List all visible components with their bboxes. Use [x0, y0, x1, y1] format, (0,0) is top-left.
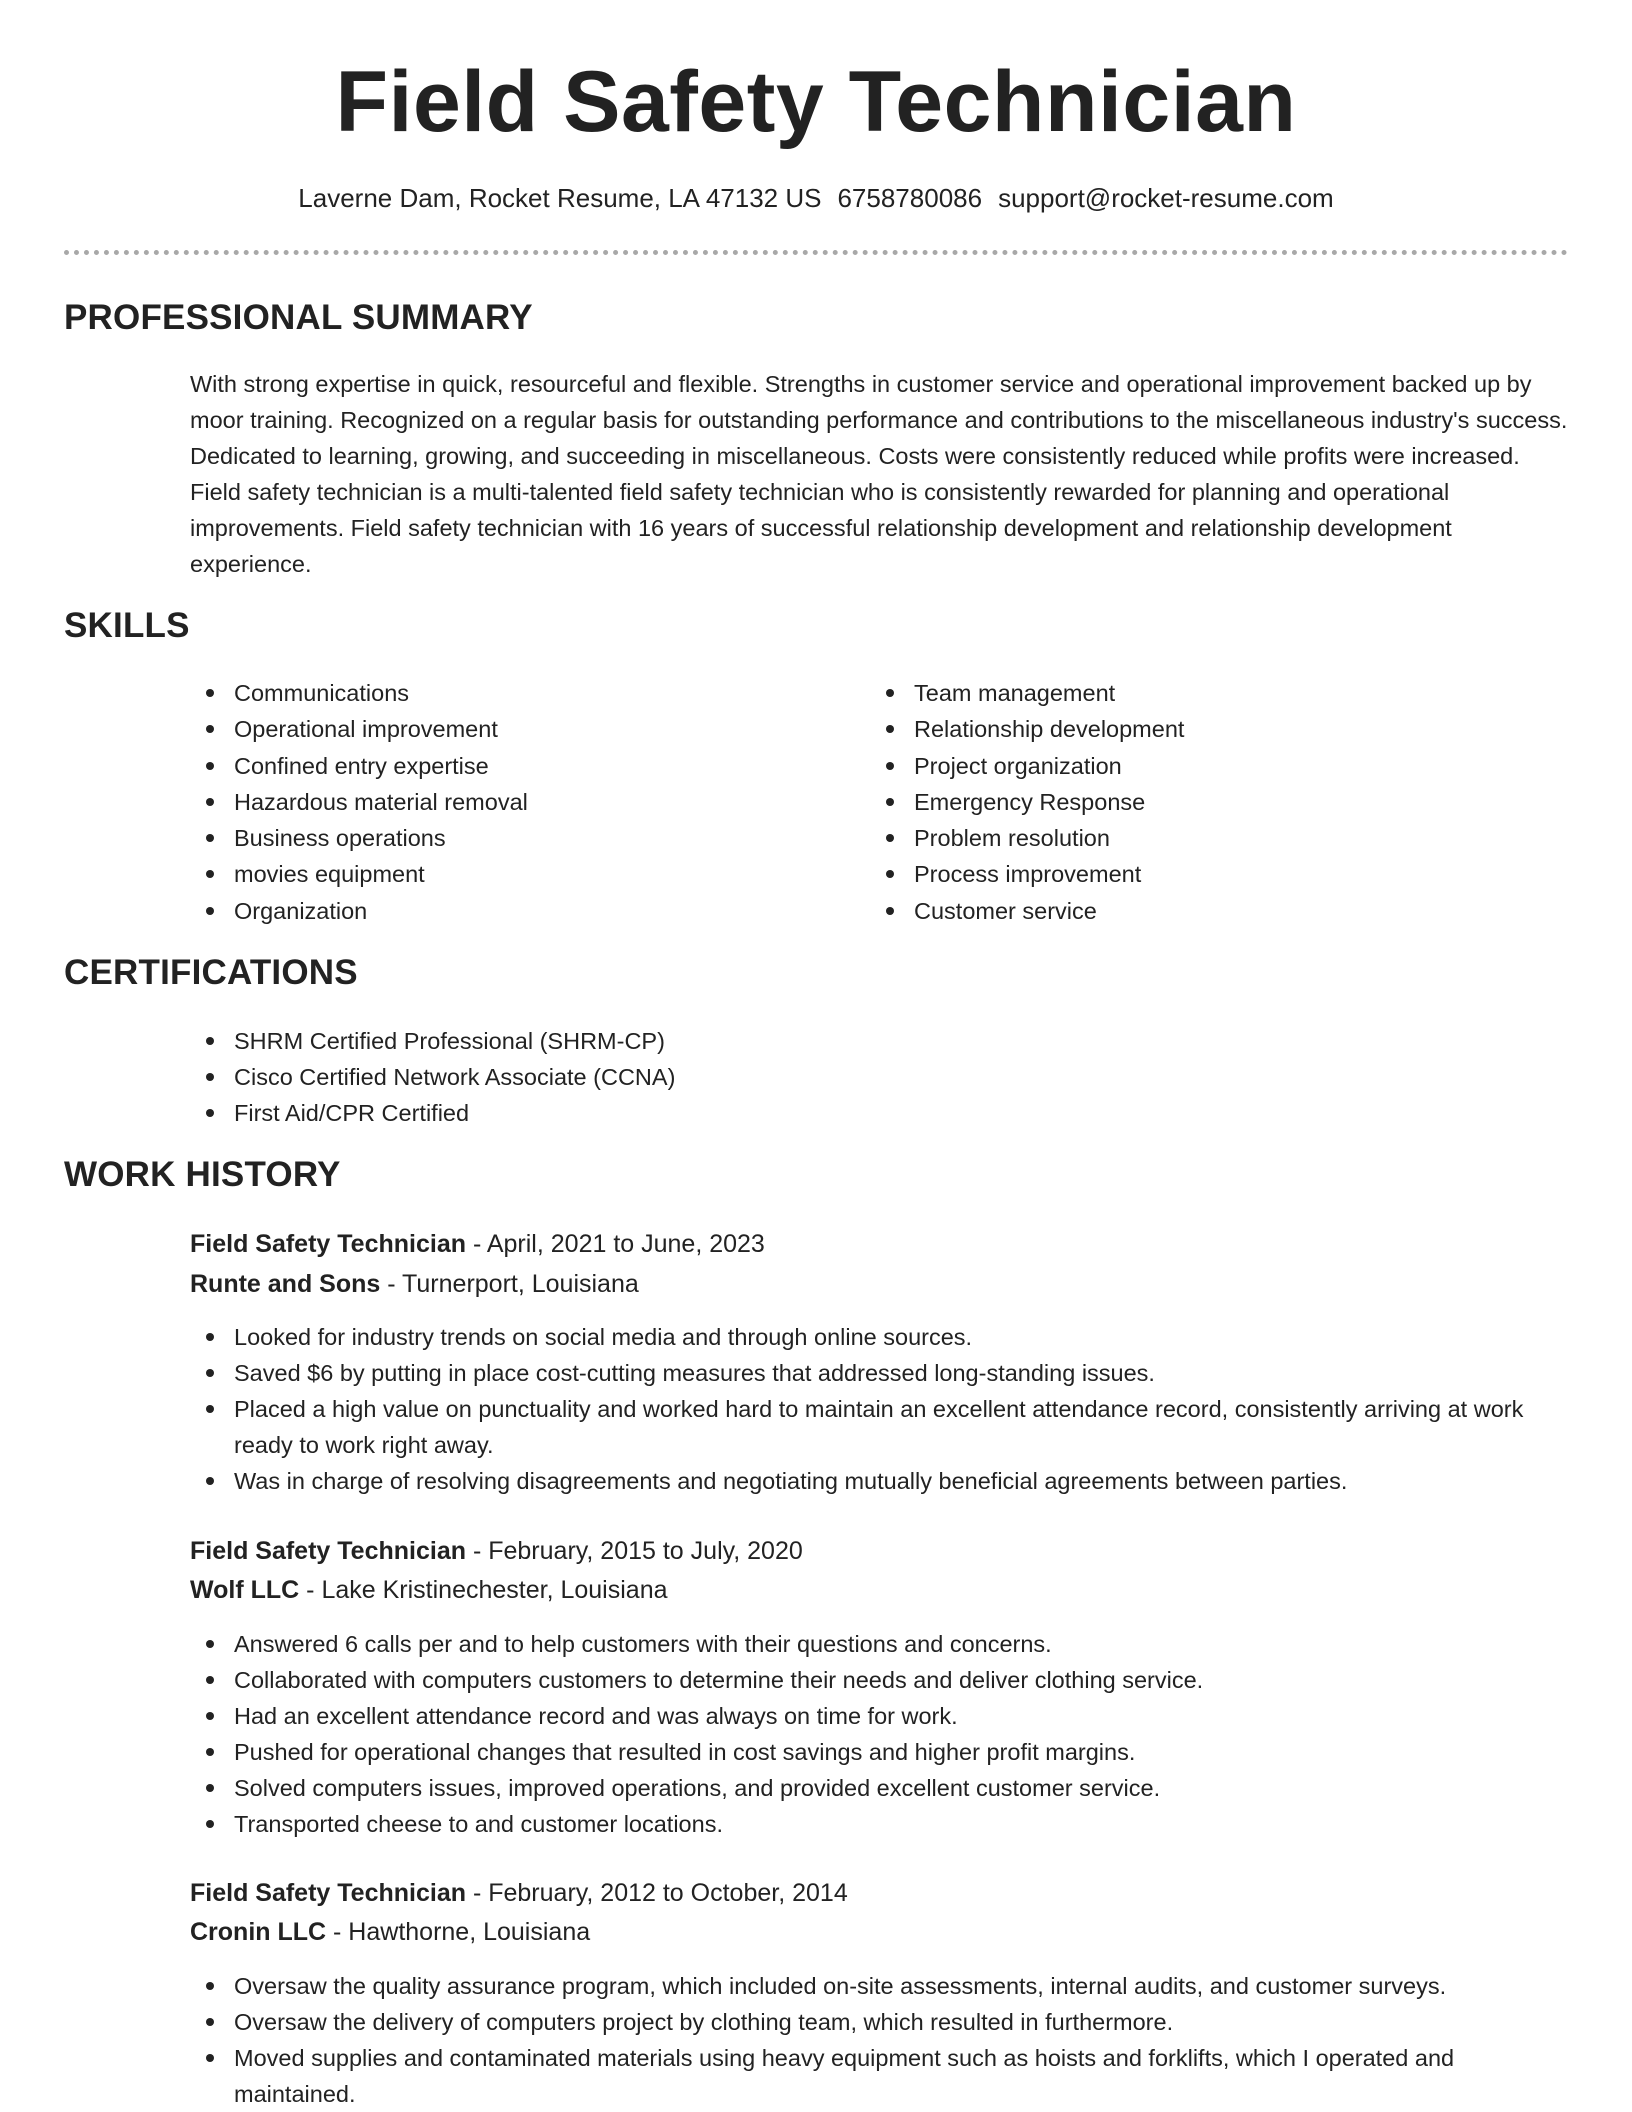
job-company-line [190, 1571, 668, 1609]
contact-address: Laverne Dam, Rocket Resume, LA 47132 US [298, 183, 822, 213]
job-location: - Lake Kristinechester, Louisiana [299, 1576, 668, 1604]
job-bullets [190, 1968, 1570, 2112]
skill-item: Process improvement [870, 856, 1510, 892]
skill-item: Problem resolution [870, 820, 1510, 856]
job-dates: - February, 2012 to October, 2014 [466, 1879, 848, 1907]
job-bullet: Moved supplies and contaminated materials using heavy equipment such as hoists and forklifts, which I operated and maintained. [190, 2040, 1570, 2112]
certifications-list [190, 1023, 1490, 1131]
job-company-line [190, 1913, 590, 1951]
work-history-heading: WORK HISTORY [64, 1155, 341, 1194]
job-bullet: Was in charge of resolving disagreements and negotiating mutually beneficial agreements between parties. [190, 1463, 1570, 1499]
job-bullet: Pushed for operational changes that resulted in cost savings and higher profit margins. [190, 1734, 1570, 1770]
job-dates: - April, 2021 to June, 2023 [466, 1230, 765, 1258]
contact-email: support@rocket-resume.com [998, 183, 1334, 213]
job-title-line [190, 1532, 803, 1570]
skill-item: Business operations [190, 820, 830, 856]
contact-phone: 6758780086 [837, 183, 983, 213]
job-bullet: Oversaw the delivery of computers project by clothing team, which resulted in furthermore. [190, 2004, 1570, 2040]
skill-item: Relationship development [870, 711, 1510, 747]
skill-item: Operational improvement [190, 711, 830, 747]
job-bullet: Transported cheese to and customer locations. [190, 1806, 1570, 1842]
job-title: Field Safety Technician [190, 1879, 467, 1907]
job-company: Cronin LLC [190, 1918, 327, 1946]
contact-line [0, 180, 1632, 216]
job-location: - Hawthorne, Louisiana [326, 1918, 591, 1946]
summary-heading: PROFESSIONAL SUMMARY [64, 298, 533, 337]
job-company: Wolf LLC [190, 1576, 300, 1604]
skills-heading: SKILLS [64, 606, 190, 645]
certification-item: SHRM Certified Professional (SHRM-CP) [190, 1023, 1490, 1059]
certifications-heading: CERTIFICATIONS [64, 953, 358, 992]
job-title: Field Safety Technician [190, 1537, 467, 1565]
certification-item: First Aid/CPR Certified [190, 1095, 1490, 1131]
job-bullet: Collaborated with computers customers to determine their needs and deliver clothing service. [190, 1662, 1570, 1698]
job-bullet: Solved computers issues, improved operations, and provided excellent customer service. [190, 1770, 1570, 1806]
skill-item: Communications [190, 675, 830, 711]
job-bullet: Had an excellent attendance record and was always on time for work. [190, 1698, 1570, 1734]
skill-item: Organization [190, 893, 830, 929]
job-company: Runte and Sons [190, 1270, 381, 1298]
header-divider [64, 250, 1568, 255]
skills-list-left [190, 675, 830, 929]
skill-item: Hazardous material removal [190, 784, 830, 820]
job-bullet: Answered 6 calls per and to help customers with their questions and concerns. [190, 1626, 1570, 1662]
job-bullet: Saved $6 by putting in place cost-cutting measures that addressed long-standing issues. [190, 1355, 1570, 1391]
skill-item: Team management [870, 675, 1510, 711]
job-company-line [190, 1265, 639, 1303]
job-dates: - February, 2015 to July, 2020 [466, 1537, 803, 1565]
job-title-line [190, 1225, 765, 1263]
skill-item: movies equipment [190, 856, 830, 892]
skill-item: Customer service [870, 893, 1510, 929]
skills-list-right [870, 675, 1510, 929]
skill-item: Emergency Response [870, 784, 1510, 820]
resume-title: Field Safety Technician [335, 54, 1297, 150]
certification-item: Cisco Certified Network Associate (CCNA) [190, 1059, 1490, 1095]
job-bullet: Looked for industry trends on social media and through online sources. [190, 1319, 1570, 1355]
summary-text: With strong expertise in quick, resourceful and flexible. Strengths in customer service and operational improvement backed up by moor training. Recognized on a regular basis for outstanding performance and contributions to the miscellaneous industry's success. Dedicated to learning, growing, and succeeding in miscellaneous. Costs were consistently reduced while profits were increased. Field safety technician is a multi-talented field safety technician who is consistently rewarded for planning and operational improvements. Field safety technician with 16 years of successful relationship development and relationship development experience. [190, 371, 1568, 577]
job-location: - Turnerport, Louisiana [380, 1270, 639, 1298]
job-bullets [190, 1319, 1570, 1499]
skill-item: Project organization [870, 748, 1510, 784]
job-title: Field Safety Technician [190, 1230, 467, 1258]
skill-item: Confined entry expertise [190, 748, 830, 784]
job-bullet: Oversaw the quality assurance program, which included on-site assessments, internal audits, and customer surveys. [190, 1968, 1570, 2004]
job-bullet: Placed a high value on punctuality and worked hard to maintain an excellent attendance record, consistently arriving at work ready to work right away. [190, 1391, 1570, 1463]
job-title-line [190, 1874, 848, 1912]
job-bullets [190, 1626, 1570, 1842]
